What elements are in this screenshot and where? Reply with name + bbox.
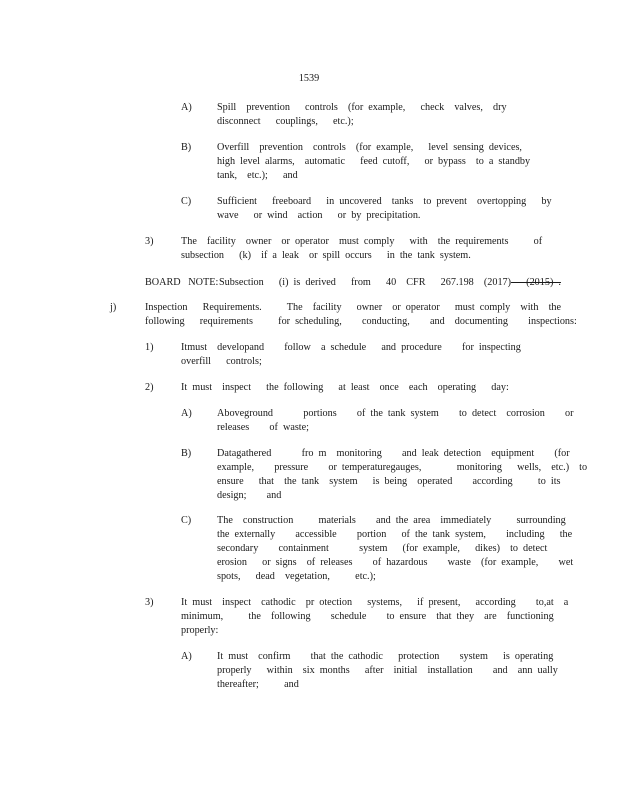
item-label: j) xyxy=(110,302,117,313)
text-line: properly: xyxy=(181,625,219,636)
item-label: 1) xyxy=(145,342,154,353)
item-text xyxy=(181,235,542,263)
item-text xyxy=(217,141,530,183)
text-line: It must inspect the following at least once each operating day: xyxy=(181,382,509,393)
item-label: C) xyxy=(181,196,192,207)
text-line: secondary containment system (for example, dikes) to detect xyxy=(217,543,548,554)
text-line: example, pressure or temperaturegauges, monitoring wells, etc.) to xyxy=(217,462,588,473)
item-label: BOARD NOTE: xyxy=(145,277,219,288)
text-line: Subsection (i) is derived from 40 CFR 267.198 (2017) (2015) . xyxy=(219,277,561,288)
item-label: B) xyxy=(181,142,192,153)
text-line: It must inspect cathodic pr otection systems, if present, according to,at a xyxy=(181,597,569,608)
text-line: releases of waste; xyxy=(217,422,309,433)
text-line: Itmust developand follow a schedule and procedure for inspecting xyxy=(181,342,521,353)
text-line: Spill prevention controls (for example, check valves, dry xyxy=(217,102,507,113)
item-text xyxy=(181,341,521,369)
item-text xyxy=(217,101,507,129)
text-line: design; and xyxy=(217,490,282,501)
item-text xyxy=(181,596,568,638)
item-label: A) xyxy=(181,102,192,113)
text-line: wave or wind action or by precipitation. xyxy=(217,210,421,221)
item-text xyxy=(217,447,587,503)
item-text xyxy=(217,514,573,584)
text-line: tank, etc.); and xyxy=(217,170,298,181)
item-label: A) xyxy=(181,651,192,662)
text-line: disconnect couplings, etc.); xyxy=(217,116,354,127)
text-line: Sufficient freeboard in uncovered tanks to prevent overtopping by xyxy=(217,196,552,207)
text-line: erosion or signs of releases of hazardous waste (for example, wet xyxy=(217,557,574,568)
item-text xyxy=(145,301,577,329)
item-label: B) xyxy=(181,448,192,459)
text-line: spots, dead vegetation, etc.); xyxy=(217,571,376,582)
text-line: the externally accessible portion of the tank system, including the xyxy=(217,529,573,540)
item-text xyxy=(217,195,552,223)
text-line: thereafter; and xyxy=(217,679,299,690)
text-line: The facility owner or operator must comply with the requirements of xyxy=(181,236,543,247)
text-line: overfill controls; xyxy=(181,356,262,367)
item-text xyxy=(181,381,509,395)
text-line: high level alarms, automatic feed cutoff, or bypass to a standby xyxy=(217,156,531,167)
struck-text: (2015) . xyxy=(511,277,561,288)
page-number: 1539 xyxy=(298,73,320,84)
text-line: The construction materials and the area immediately surrounding xyxy=(217,515,566,526)
text-line: following requirements for scheduling, conducting, and documenting inspections: xyxy=(145,316,577,327)
item-text xyxy=(217,650,558,692)
item-text xyxy=(219,276,561,290)
item-text xyxy=(217,407,574,435)
text-line: minimum, the following schedule to ensure that they are functioning xyxy=(181,611,554,622)
text-line: subsection (k) if a leak or spill occurs in the tank system. xyxy=(181,250,471,261)
text-line: properly within six months after initial installation and ann ually xyxy=(217,665,558,676)
item-label: 3) xyxy=(145,236,154,247)
text-line: Inspection Requirements. The facility owner or operator must comply with the xyxy=(145,302,562,313)
item-label: 2) xyxy=(145,382,154,393)
text-line: Overfill prevention controls (for example, level sensing devices, xyxy=(217,142,522,153)
text-line: Datagathered fro m monitoring and leak detection equipment (for xyxy=(217,448,570,459)
text-line: ensure that the tank system is being operated according to its xyxy=(217,476,561,487)
text-line: It must confirm that the cathodic protection system is operating xyxy=(217,651,554,662)
item-label: A) xyxy=(181,408,192,419)
item-label: 3) xyxy=(145,597,154,608)
item-label: C) xyxy=(181,515,192,526)
text-line: Aboveground portions of the tank system to detect corrosion or xyxy=(217,408,574,419)
